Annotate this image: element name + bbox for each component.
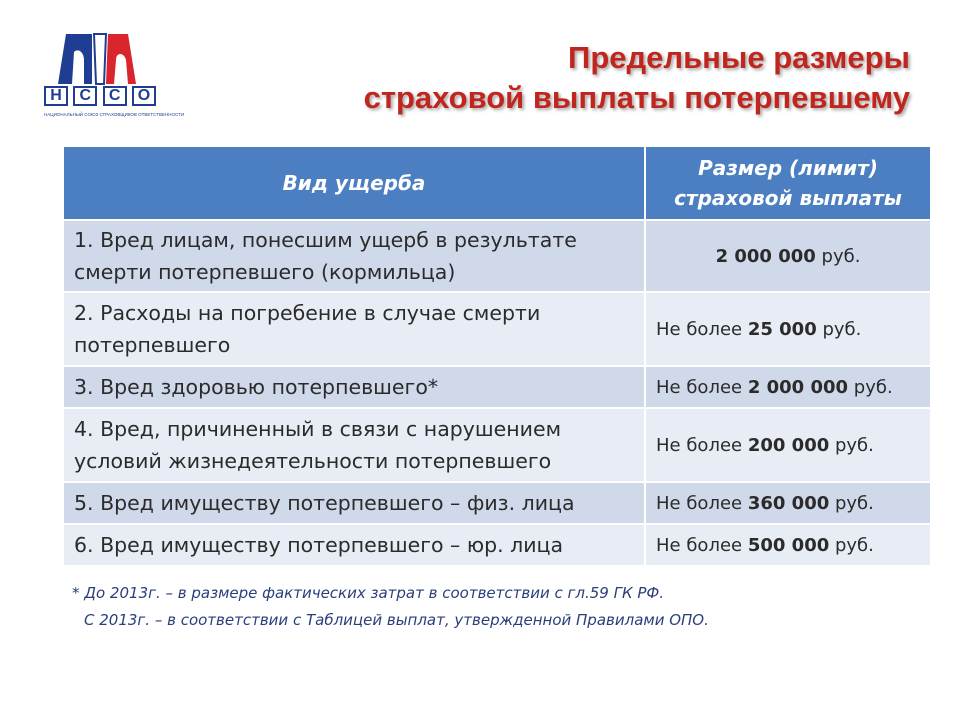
logo-letter: О bbox=[132, 86, 156, 106]
limit-cell bbox=[645, 366, 931, 408]
limit-amount: 2 000 000 bbox=[747, 376, 849, 398]
table-header-row bbox=[63, 146, 931, 220]
damage-cell bbox=[63, 408, 645, 482]
logo-letter: С bbox=[73, 86, 97, 106]
damage-cell bbox=[63, 366, 645, 408]
limit-amount: 2 000 000 bbox=[715, 245, 816, 267]
limit-amount: 25 000 bbox=[747, 318, 817, 340]
header-damage-type: Вид ущерба bbox=[63, 146, 645, 220]
footnote-line-2: С 2013г. – в соответствии с Таблицей выплат, утвержденной Правилами ОПО. bbox=[84, 611, 709, 629]
table-row bbox=[63, 482, 931, 524]
logo-caption: НАЦИОНАЛЬНЫЙ СОЮЗ СТРАХОВЩИКОВ ОТВЕТСТВЕННОСТИ bbox=[44, 112, 185, 117]
damage-text-line1: 3. Вред здоровью потерпевшего* bbox=[74, 375, 439, 399]
damage-text-line1: 1. Вред лицам, понесшим ущерб в результате bbox=[74, 228, 577, 252]
footnote-line-1: * До 2013г. – в размере фактических затрат в соответствии с гл.59 ГК РФ. bbox=[72, 584, 665, 602]
limit-cell bbox=[645, 292, 931, 366]
logo-letters bbox=[44, 86, 156, 108]
logo-letter: Н bbox=[44, 86, 68, 106]
limit-prefix: Не более bbox=[656, 434, 748, 456]
limit-prefix: Не более bbox=[656, 534, 748, 556]
logo-emblem-icon bbox=[44, 30, 156, 86]
damage-cell bbox=[63, 220, 645, 292]
limit-unit: руб. bbox=[829, 492, 874, 514]
table-row bbox=[63, 366, 931, 408]
damage-text-line2: потерпевшего bbox=[74, 333, 231, 357]
title-line-2: страховой выплаты потерпевшему bbox=[363, 80, 910, 115]
limit-unit: руб. bbox=[815, 245, 861, 267]
damage-text-line1: 5. Вред имуществу потерпевшего – физ. лица bbox=[74, 491, 575, 515]
damage-text-line1: 4. Вред, причиненный в связи с нарушением bbox=[74, 417, 562, 441]
footnote bbox=[72, 580, 912, 634]
damage-text-line2: условий жизнедеятельности потерпевшего bbox=[74, 449, 552, 473]
table-row bbox=[63, 292, 931, 366]
limit-unit: руб. bbox=[829, 434, 874, 456]
payout-limits-table bbox=[62, 145, 932, 567]
table-row bbox=[63, 220, 931, 292]
damage-cell bbox=[63, 482, 645, 524]
limit-amount: 500 000 bbox=[747, 534, 830, 556]
limit-prefix: Не более bbox=[656, 318, 748, 340]
title-line-1: Предельные размеры bbox=[568, 40, 910, 75]
limit-cell bbox=[645, 482, 931, 524]
limit-cell bbox=[645, 408, 931, 482]
damage-cell bbox=[63, 292, 645, 366]
damage-text-line1: 6. Вред имуществу потерпевшего – юр. лица bbox=[74, 533, 564, 557]
limit-unit: руб. bbox=[848, 376, 893, 398]
limit-cell bbox=[645, 524, 931, 566]
logo-letter: С bbox=[103, 86, 127, 106]
limit-cell bbox=[645, 220, 931, 292]
header-payout-limit-line1: Размер (лимит) bbox=[698, 156, 878, 180]
table-row bbox=[63, 524, 931, 566]
limit-prefix: Не более bbox=[656, 376, 748, 398]
nsso-logo bbox=[44, 30, 185, 122]
damage-text-line2: смерти потерпевшего (кормильца) bbox=[74, 260, 456, 284]
damage-cell bbox=[63, 524, 645, 566]
limit-prefix: Не более bbox=[656, 492, 748, 514]
limit-unit: руб. bbox=[829, 534, 874, 556]
limit-amount: 200 000 bbox=[747, 434, 830, 456]
table-row bbox=[63, 408, 931, 482]
damage-text-line1: 2. Расходы на погребение в случае смерти bbox=[74, 301, 541, 325]
page-title bbox=[364, 38, 910, 118]
header-payout-limit-line2: страховой выплаты bbox=[674, 186, 902, 210]
limit-unit: руб. bbox=[816, 318, 862, 340]
limit-amount: 360 000 bbox=[747, 492, 830, 514]
header-payout-limit bbox=[645, 146, 931, 220]
